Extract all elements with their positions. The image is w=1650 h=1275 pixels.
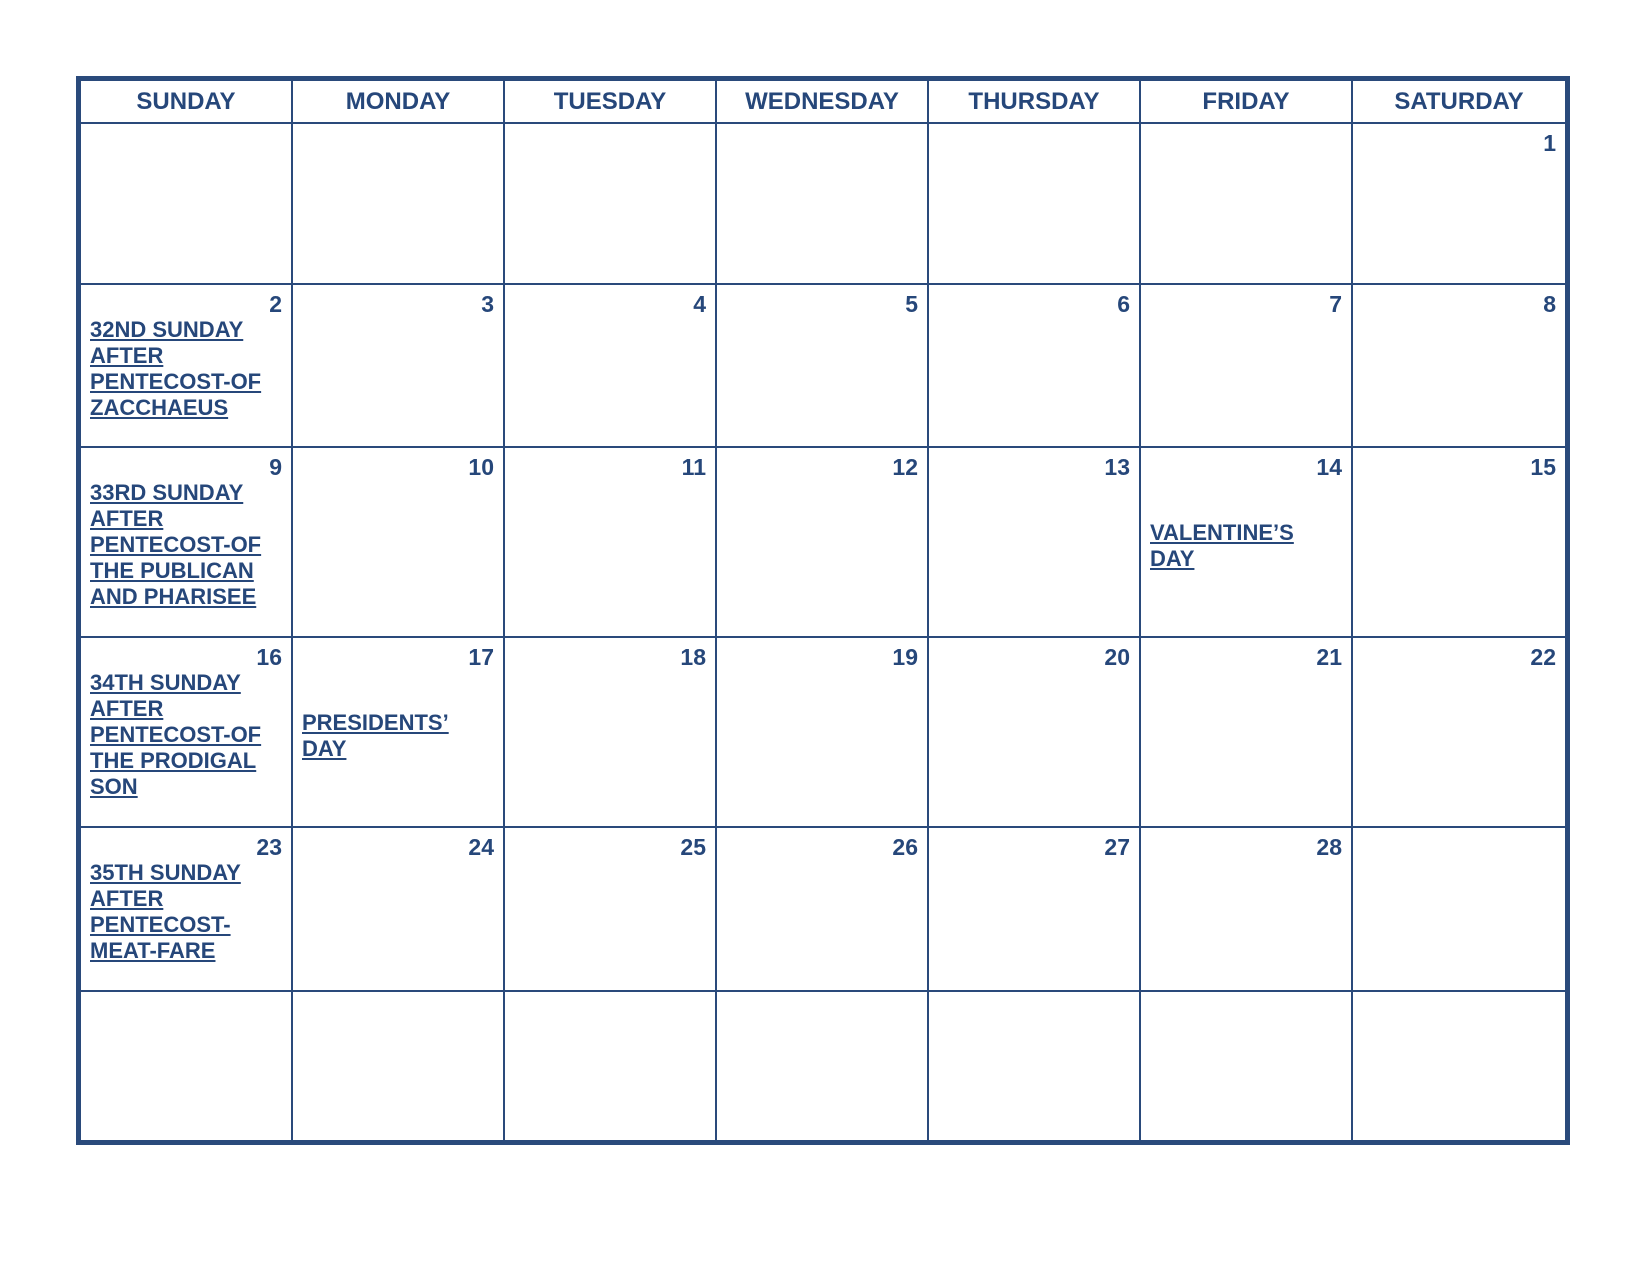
day-number: 5 xyxy=(905,291,918,317)
day-number: 2 xyxy=(269,291,282,317)
day-cell xyxy=(293,448,505,638)
day-cell xyxy=(1141,285,1353,448)
day-cell xyxy=(929,638,1141,828)
day-number xyxy=(514,998,706,1024)
day-cell xyxy=(717,285,929,448)
day-cell xyxy=(929,828,1141,992)
day-cell xyxy=(1353,285,1565,448)
day-number xyxy=(514,130,706,156)
day-number: 9 xyxy=(269,454,282,480)
day-cell xyxy=(929,992,1141,1140)
header-tuesday: TUESDAY xyxy=(505,81,717,124)
day-number: 8 xyxy=(1543,291,1556,317)
day-number: 14 xyxy=(1316,454,1342,480)
event-link[interactable]: 32ND SUNDAY AFTER PENTECOST-OF ZACCHAEUS xyxy=(90,317,262,420)
day-number: 26 xyxy=(892,834,918,860)
event-link[interactable]: 35TH SUNDAY AFTER PENTECOST- MEAT-FARE xyxy=(90,860,241,963)
day-cell xyxy=(1141,828,1353,992)
day-cell xyxy=(717,638,929,828)
day-number xyxy=(90,998,282,1024)
day-number: 20 xyxy=(1104,644,1130,670)
day-cell xyxy=(81,448,293,638)
day-cell xyxy=(1353,448,1565,638)
day-number: 15 xyxy=(1530,454,1556,480)
day-cell xyxy=(1141,124,1353,285)
day-number: 1 xyxy=(1543,130,1556,156)
day-cell xyxy=(293,285,505,448)
day-number: 13 xyxy=(1104,454,1130,480)
day-cell xyxy=(717,124,929,285)
month-calendar xyxy=(76,76,1570,1145)
day-cell xyxy=(81,124,293,285)
day-cell xyxy=(1141,992,1353,1140)
day-cell xyxy=(1353,124,1565,285)
day-cell xyxy=(929,448,1141,638)
day-number: 6 xyxy=(1117,291,1130,317)
event-link[interactable]: 34TH SUNDAY AFTER PENTECOST-OF THE PRODIGAL SON xyxy=(90,670,262,799)
day-cell xyxy=(293,992,505,1140)
day-number: 19 xyxy=(892,644,918,670)
day-cell xyxy=(1141,448,1353,638)
day-cell xyxy=(81,638,293,828)
header-thursday: THURSDAY xyxy=(929,81,1141,124)
day-number: 17 xyxy=(468,644,494,670)
day-cell xyxy=(293,124,505,285)
day-cell xyxy=(1141,638,1353,828)
header-monday: MONDAY xyxy=(293,81,505,124)
event-link[interactable]: 33RD SUNDAY AFTER PENTECOST-OF THE PUBLICAN AND PHARISEE xyxy=(90,480,262,609)
day-number: 21 xyxy=(1316,644,1342,670)
day-cell xyxy=(505,448,717,638)
day-cell xyxy=(505,285,717,448)
day-cell xyxy=(929,285,1141,448)
day-cell xyxy=(505,828,717,992)
day-number xyxy=(1150,130,1342,156)
day-number: 24 xyxy=(468,834,494,860)
day-cell xyxy=(1353,992,1565,1140)
header-wednesday: WEDNESDAY xyxy=(717,81,929,124)
header-friday: FRIDAY xyxy=(1141,81,1353,124)
event-link[interactable]: VALENTINE’S DAY xyxy=(1150,520,1294,571)
day-number xyxy=(1362,834,1556,860)
day-cell xyxy=(81,285,293,448)
day-cell xyxy=(1353,638,1565,828)
day-number: 7 xyxy=(1329,291,1342,317)
day-cell xyxy=(293,828,505,992)
day-number xyxy=(302,130,494,156)
day-cell xyxy=(81,828,293,992)
day-number: 16 xyxy=(256,644,282,670)
day-number: 12 xyxy=(892,454,918,480)
day-cell xyxy=(505,124,717,285)
header-sunday: SUNDAY xyxy=(81,81,293,124)
day-number: 25 xyxy=(680,834,706,860)
day-number xyxy=(90,130,282,156)
day-number: 18 xyxy=(680,644,706,670)
day-number xyxy=(726,998,918,1024)
day-cell xyxy=(293,638,505,828)
header-saturday: SATURDAY xyxy=(1353,81,1565,124)
day-cell xyxy=(717,992,929,1140)
day-cell xyxy=(929,124,1141,285)
day-number xyxy=(726,130,918,156)
day-number xyxy=(1150,998,1342,1024)
day-cell xyxy=(717,828,929,992)
day-cell xyxy=(505,638,717,828)
day-cell xyxy=(717,448,929,638)
day-number: 4 xyxy=(693,291,706,317)
day-number xyxy=(938,998,1130,1024)
day-number: 3 xyxy=(481,291,494,317)
day-cell xyxy=(1353,828,1565,992)
day-number: 23 xyxy=(256,834,282,860)
event-link[interactable]: PRESIDENTS’ DAY xyxy=(302,710,449,761)
day-number: 28 xyxy=(1316,834,1342,860)
day-number xyxy=(302,998,494,1024)
day-cell xyxy=(505,992,717,1140)
day-number: 10 xyxy=(468,454,494,480)
day-number: 11 xyxy=(681,454,706,480)
day-cell xyxy=(81,992,293,1140)
day-number: 22 xyxy=(1530,644,1556,670)
day-number: 27 xyxy=(1104,834,1130,860)
day-number xyxy=(1362,998,1556,1024)
day-number xyxy=(938,130,1130,156)
